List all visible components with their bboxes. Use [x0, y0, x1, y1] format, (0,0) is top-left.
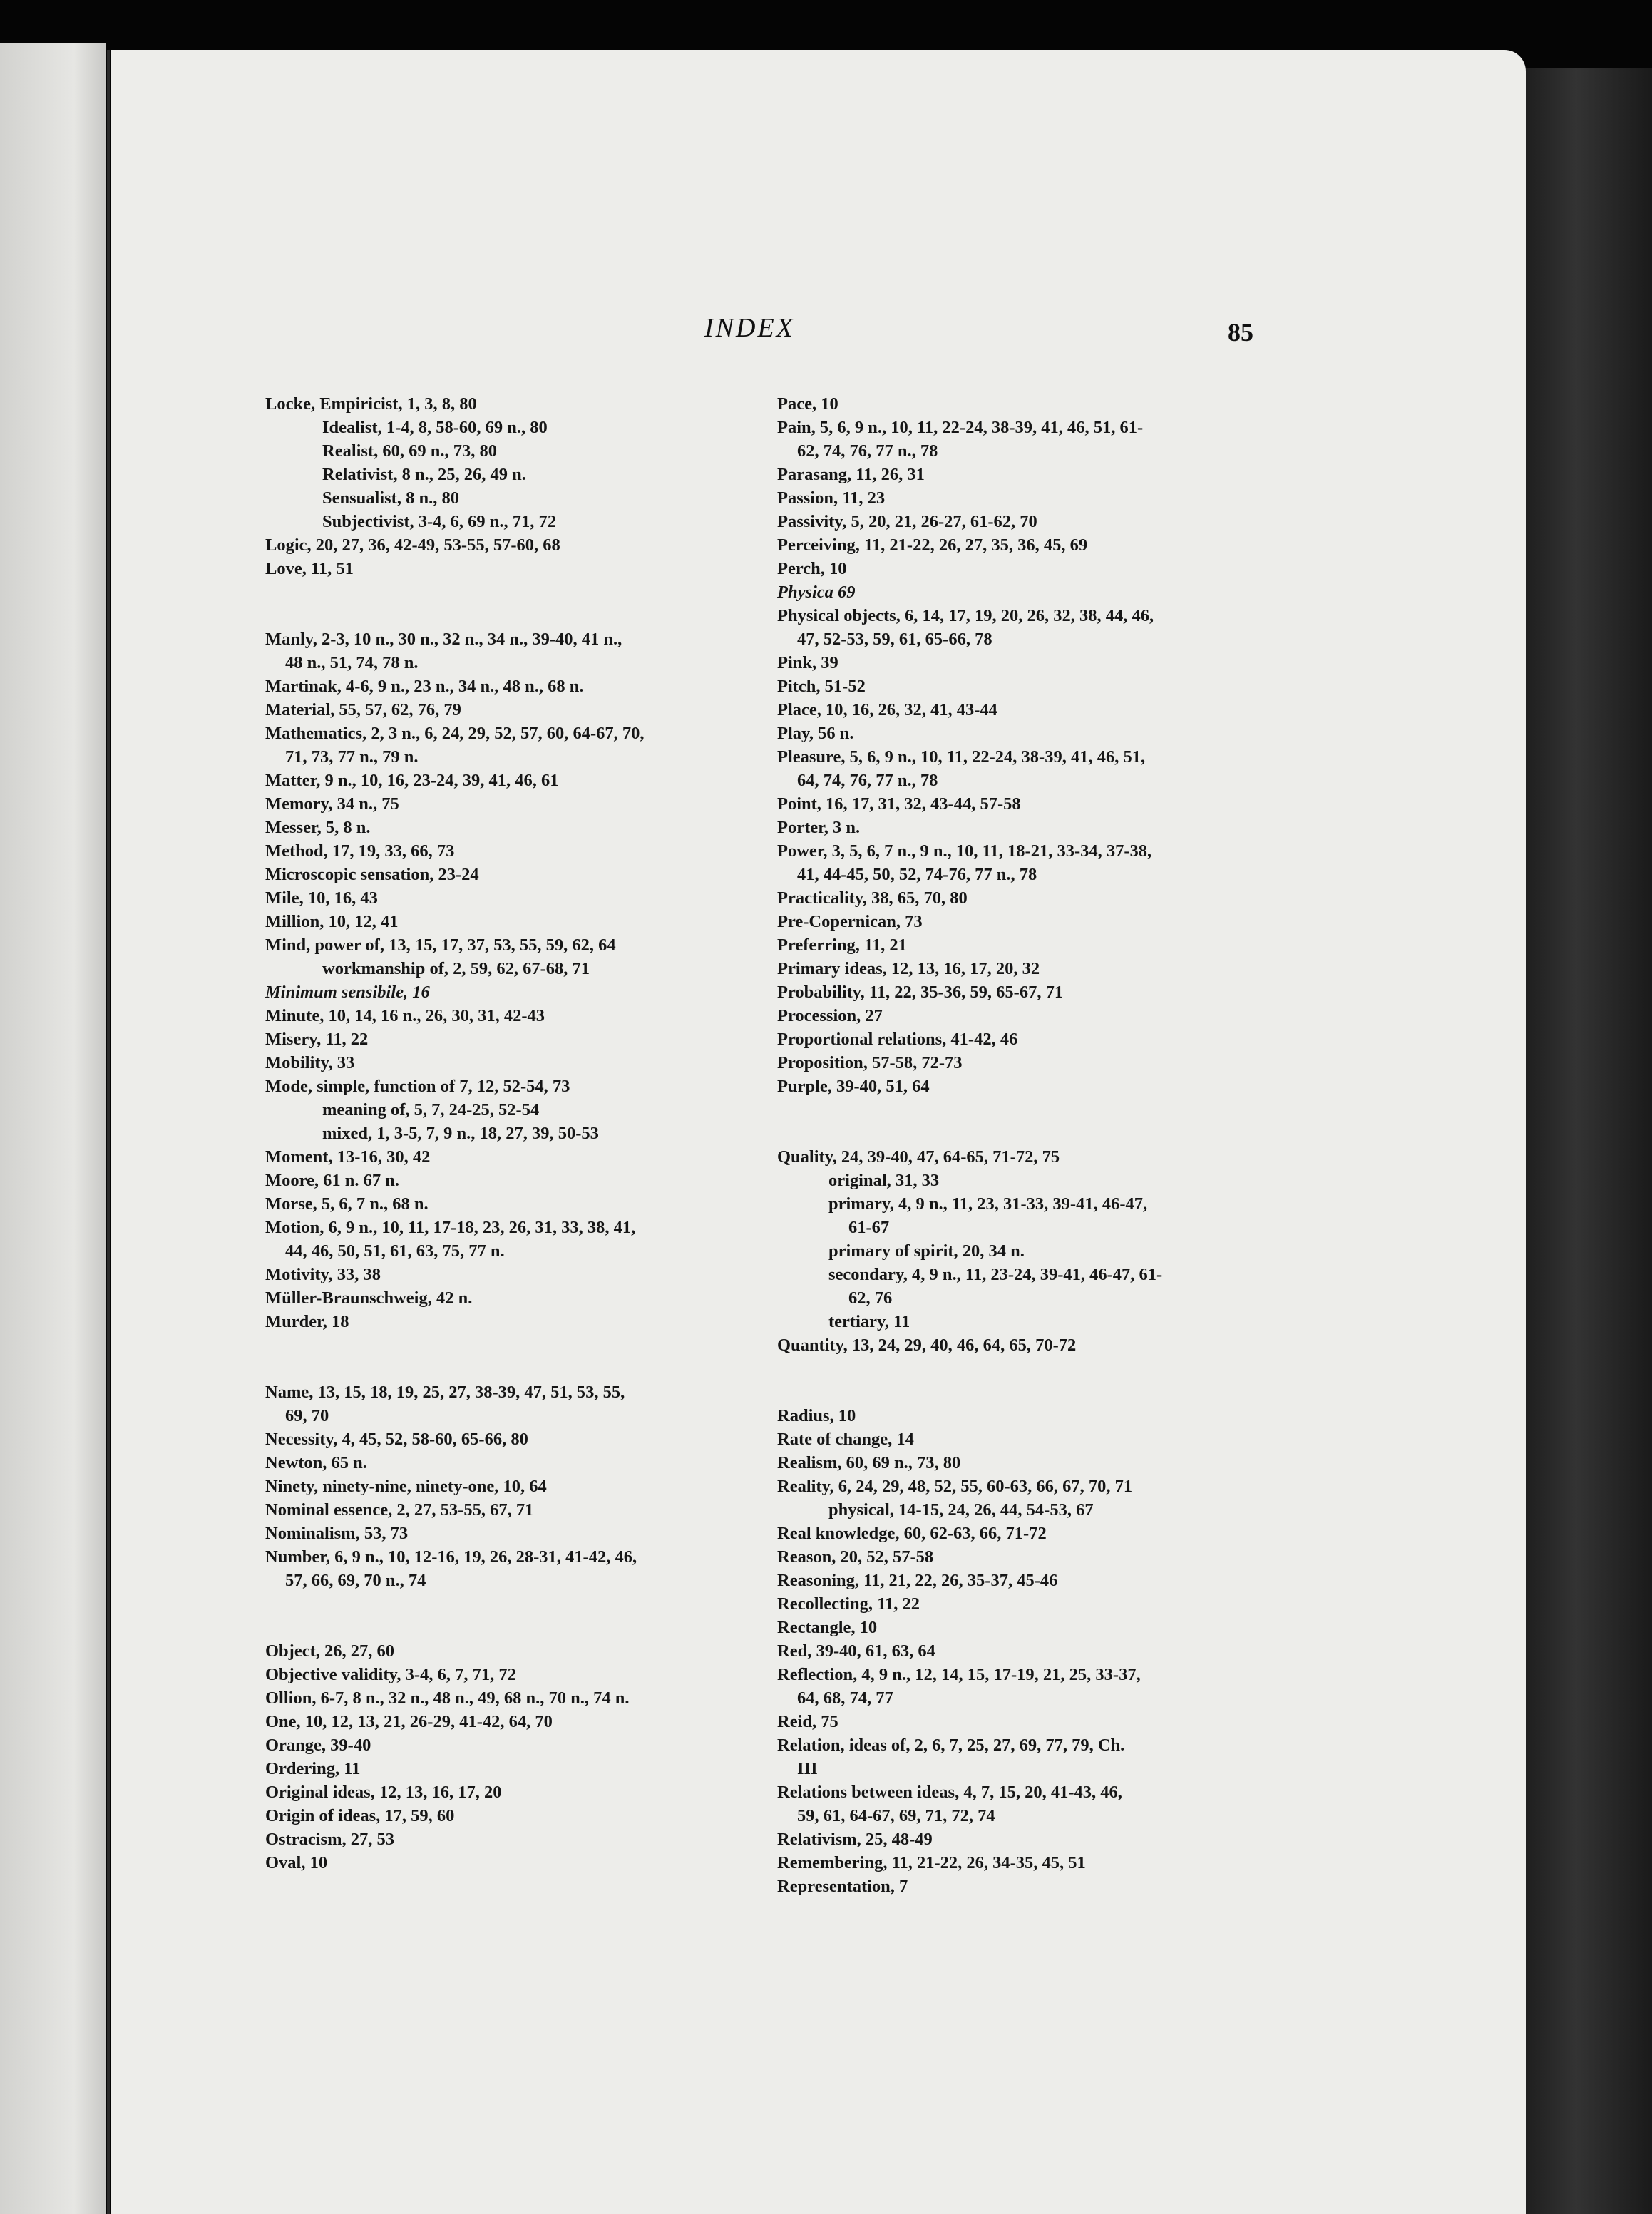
index-entry-continuation: III	[797, 1759, 818, 1778]
index-entry: Pain, 5, 6, 9 n., 10, 11, 22-24, 38-39, 41, 46, 51, 61-	[777, 418, 1144, 437]
index-entry-continuation: 48 n., 51, 74, 78 n.	[285, 653, 419, 672]
index-entry: Reid, 75	[777, 1712, 838, 1731]
section-gap	[265, 1333, 757, 1380]
facing-page-edge	[0, 43, 106, 2214]
index-subentry: primary of spirit, 20, 34 n.	[828, 1241, 1025, 1261]
index-entry: Martinak, 4-6, 9 n., 23 n., 34 n., 48 n., 68 n.	[265, 677, 584, 696]
index-entry: Rate of change, 14	[777, 1430, 914, 1449]
running-head: INDEX	[704, 313, 795, 343]
index-entry-continuation: 47, 52-53, 59, 61, 65-66, 78	[797, 630, 992, 649]
index-entry: Radius, 10	[777, 1406, 856, 1425]
index-entry: Motion, 6, 9 n., 10, 11, 17-18, 23, 26, 31, 33, 38, 41,	[265, 1218, 636, 1237]
index-entry: Recollecting, 11, 22	[777, 1594, 920, 1614]
index-entry: Object, 26, 27, 60	[265, 1641, 394, 1661]
index-column-left	[265, 392, 757, 1875]
index-entry: Pace, 10	[777, 394, 838, 414]
index-subentry: secondary, 4, 9 n., 11, 23-24, 39-41, 46-47, 61-	[828, 1265, 1163, 1284]
index-entry-continuation: 59, 61, 64-67, 69, 71, 72, 74	[797, 1806, 995, 1825]
index-entry: Original ideas, 12, 13, 16, 17, 20	[265, 1783, 502, 1802]
index-entry: Proportional relations, 41-42, 46	[777, 1030, 1018, 1049]
section-gap	[265, 1592, 757, 1639]
index-entry-continuation: 44, 46, 50, 51, 61, 63, 75, 77 n.	[285, 1241, 505, 1261]
index-entry: Ninety, ninety-nine, ninety-one, 10, 64	[265, 1477, 547, 1496]
index-entry: Procession, 27	[777, 1006, 883, 1025]
index-entry-continuation: 57, 66, 69, 70 n., 74	[285, 1571, 426, 1590]
index-subentry: tertiary, 11	[828, 1312, 910, 1331]
page-edge-shadow	[1526, 68, 1652, 2214]
page-gutter	[107, 50, 110, 2214]
section-gap	[777, 1357, 1269, 1404]
index-entry: Misery, 11, 22	[265, 1030, 369, 1049]
index-entry-continuation: 64, 74, 76, 77 n., 78	[797, 771, 938, 790]
index-subentry: workmanship of, 2, 59, 62, 67-68, 71	[322, 959, 590, 978]
index-entry: Manly, 2-3, 10 n., 30 n., 32 n., 34 n., 39-40, 41 n.,	[265, 630, 622, 649]
index-entry: Ostracism, 27, 53	[265, 1830, 394, 1849]
index-entry: Minute, 10, 14, 16 n., 26, 30, 31, 42-43	[265, 1006, 545, 1025]
index-entry: Morse, 5, 6, 7 n., 68 n.	[265, 1194, 429, 1214]
index-entry: Motivity, 33, 38	[265, 1265, 381, 1284]
index-entry: Nominalism, 53, 73	[265, 1524, 409, 1543]
index-entry: Pink, 39	[777, 653, 838, 672]
index-entry: Real knowledge, 60, 62-63, 66, 71-72	[777, 1524, 1047, 1543]
index-entry: Reasoning, 11, 21, 22, 26, 35-37, 45-46	[777, 1571, 1058, 1590]
index-subentry: Relativist, 8 n., 25, 26, 49 n.	[322, 465, 526, 484]
index-subentry: Idealist, 1-4, 8, 58-60, 69 n., 80	[322, 418, 548, 437]
index-entry-italic: Minimum sensibile, 16	[265, 983, 430, 1002]
index-entry: Nominal essence, 2, 27, 53-55, 67, 71	[265, 1500, 534, 1519]
index-entry: Realism, 60, 69 n., 73, 80	[777, 1453, 961, 1472]
index-entry: Murder, 18	[265, 1312, 349, 1331]
index-entry: Name, 13, 15, 18, 19, 25, 27, 38-39, 47, 51, 53, 55,	[265, 1383, 625, 1402]
index-entry: Ordering, 11	[265, 1759, 361, 1778]
section-gap	[265, 580, 757, 627]
index-entry: Place, 10, 16, 26, 32, 41, 43-44	[777, 700, 997, 719]
index-entry: Memory, 34 n., 75	[265, 794, 399, 814]
index-entry: Mile, 10, 16, 43	[265, 888, 378, 908]
index-column-right	[777, 392, 1269, 1898]
index-subentry: primary, 4, 9 n., 11, 23, 31-33, 39-41, 46-47,	[828, 1194, 1148, 1214]
index-entry: Objective validity, 3-4, 6, 7, 71, 72	[265, 1665, 516, 1684]
index-entry: Oval, 10	[265, 1853, 328, 1872]
index-entry: Remembering, 11, 21-22, 26, 34-35, 45, 51	[777, 1853, 1086, 1872]
index-entry: Reason, 20, 52, 57-58	[777, 1547, 934, 1567]
index-entry: Representation, 7	[777, 1877, 908, 1896]
index-entry: Physical objects, 6, 14, 17, 19, 20, 26, 32, 38, 44, 46,	[777, 606, 1154, 625]
index-subentry: Realist, 60, 69 n., 73, 80	[322, 441, 497, 461]
index-entry: Orange, 39-40	[265, 1736, 371, 1755]
index-entry: Point, 16, 17, 31, 32, 43-44, 57-58	[777, 794, 1021, 814]
index-entry: Müller-Braunschweig, 42 n.	[265, 1288, 473, 1308]
index-entry: Moment, 13-16, 30, 42	[265, 1147, 431, 1167]
index-entry: Mode, simple, function of 7, 12, 52-54, 73	[265, 1077, 570, 1096]
index-entry: Play, 56 n.	[777, 724, 854, 743]
index-entry-italic: Physica 69	[777, 583, 856, 602]
index-entry: Method, 17, 19, 33, 66, 73	[265, 841, 455, 861]
index-subentry: meaning of, 5, 7, 24-25, 52-54	[322, 1100, 540, 1119]
index-entry: Pitch, 51-52	[777, 677, 866, 696]
index-entry: Quantity, 13, 24, 29, 40, 46, 64, 65, 70-72	[777, 1336, 1077, 1355]
index-entry: Newton, 65 n.	[265, 1453, 367, 1472]
index-entry: Necessity, 4, 45, 52, 58-60, 65-66, 80	[265, 1430, 528, 1449]
index-entry: Mathematics, 2, 3 n., 6, 24, 29, 52, 57, 60, 64-67, 70,	[265, 724, 645, 743]
index-entry: Relations between ideas, 4, 7, 15, 20, 41-43, 46,	[777, 1783, 1122, 1802]
index-subentry-continuation: 62, 76	[848, 1288, 893, 1308]
index-entry: Microscopic sensation, 23-24	[265, 865, 479, 884]
index-entry-continuation: 71, 73, 77 n., 79 n.	[285, 747, 419, 767]
index-entry: Purple, 39-40, 51, 64	[777, 1077, 930, 1096]
index-entry: Million, 10, 12, 41	[265, 912, 399, 931]
index-entry: Moore, 61 n. 67 n.	[265, 1171, 400, 1190]
index-subentry: Subjectivist, 3-4, 6, 69 n., 71, 72	[322, 512, 557, 531]
index-entry-continuation: 41, 44-45, 50, 52, 74-76, 77 n., 78	[797, 865, 1037, 884]
index-entry: Quality, 24, 39-40, 47, 64-65, 71-72, 75	[777, 1147, 1060, 1167]
index-entry: Pleasure, 5, 6, 9 n., 10, 11, 22-24, 38-39, 41, 46, 51,	[777, 747, 1146, 767]
index-entry: Messer, 5, 8 n.	[265, 818, 371, 837]
index-entry: Proposition, 57-58, 72-73	[777, 1053, 963, 1072]
page-number: 85	[1228, 318, 1253, 347]
index-entry: Power, 3, 5, 6, 7 n., 9 n., 10, 11, 18-21, 33-34, 37-38,	[777, 841, 1152, 861]
index-entry-continuation: 64, 68, 74, 77	[797, 1688, 893, 1708]
index-entry: Probability, 11, 22, 35-36, 59, 65-67, 71	[777, 983, 1064, 1002]
section-gap	[777, 1098, 1269, 1145]
index-subentry: original, 31, 33	[828, 1171, 940, 1190]
index-entry: Material, 55, 57, 62, 76, 79	[265, 700, 461, 719]
index-entry: Passivity, 5, 20, 21, 26-27, 61-62, 70	[777, 512, 1037, 531]
index-entry: Matter, 9 n., 10, 16, 23-24, 39, 41, 46, 61	[265, 771, 559, 790]
index-entry: Preferring, 11, 21	[777, 936, 907, 955]
index-entry: Love, 11, 51	[265, 559, 354, 578]
index-entry-continuation: 62, 74, 76, 77 n., 78	[797, 441, 938, 461]
index-entry: Passion, 11, 23	[777, 488, 886, 508]
index-entry: Rectangle, 10	[777, 1618, 878, 1637]
index-subentry: mixed, 1, 3-5, 7, 9 n., 18, 27, 39, 50-53	[322, 1124, 599, 1143]
index-entry: Red, 39-40, 61, 63, 64	[777, 1641, 935, 1661]
index-entry: Porter, 3 n.	[777, 818, 861, 837]
index-subentry-continuation: 61-67	[848, 1218, 890, 1237]
index-entry: Mind, power of, 13, 15, 17, 37, 53, 55, 59, 62, 64	[265, 936, 616, 955]
index-entry: Number, 6, 9 n., 10, 12-16, 19, 26, 28-31, 41-42, 46,	[265, 1547, 637, 1567]
index-entry: Relation, ideas of, 2, 6, 7, 25, 27, 69, 77, 79, Ch.	[777, 1736, 1125, 1755]
index-entry: Relativism, 25, 48-49	[777, 1830, 933, 1849]
index-entry: Reality, 6, 24, 29, 48, 52, 55, 60-63, 66, 67, 70, 71	[777, 1477, 1133, 1496]
index-entry: Locke, Empiricist, 1, 3, 8, 80	[265, 394, 477, 414]
index-entry: Mobility, 33	[265, 1053, 355, 1072]
index-entry: Primary ideas, 12, 13, 16, 17, 20, 32	[777, 959, 1040, 978]
index-entry: One, 10, 12, 13, 21, 26-29, 41-42, 64, 70	[265, 1712, 553, 1731]
index-subentry: Sensualist, 8 n., 80	[322, 488, 459, 508]
index-entry-continuation: 69, 70	[285, 1406, 329, 1425]
index-entry: Origin of ideas, 17, 59, 60	[265, 1806, 455, 1825]
index-entry: Perceiving, 11, 21-22, 26, 27, 35, 36, 45, 69	[777, 535, 1088, 555]
index-entry: Logic, 20, 27, 36, 42-49, 53-55, 57-60, 68	[265, 535, 560, 555]
index-entry: Ollion, 6-7, 8 n., 32 n., 48 n., 49, 68 n., 70 n., 74 n.	[265, 1688, 630, 1708]
index-entry: Perch, 10	[777, 559, 847, 578]
index-entry: Reflection, 4, 9 n., 12, 14, 15, 17-19, 21, 25, 33-37,	[777, 1665, 1141, 1684]
index-subentry: physical, 14-15, 24, 26, 44, 54-53, 67	[828, 1500, 1094, 1519]
index-entry: Parasang, 11, 26, 31	[777, 465, 925, 484]
index-entry: Practicality, 38, 65, 70, 80	[777, 888, 968, 908]
index-entry: Pre-Copernican, 73	[777, 912, 923, 931]
